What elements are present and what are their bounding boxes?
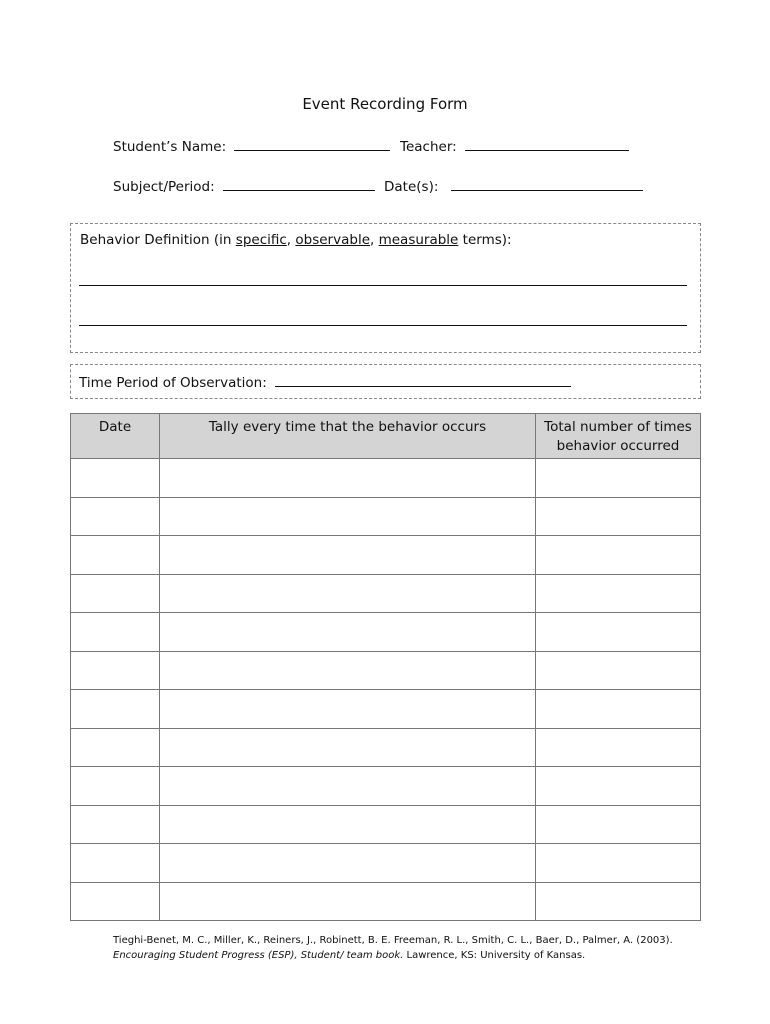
date-cell[interactable] [71,651,160,690]
subject-period-label: Subject/Period: [113,179,215,195]
total-cell[interactable] [536,728,701,767]
total-cell[interactable] [536,651,701,690]
dates-label: Date(s): [384,179,439,195]
behavior-definition-box [70,223,701,353]
behavior-definition-paren-open: (in [213,232,232,248]
table-row [71,882,701,921]
column-header-total: Total number of times behavior occurred [536,414,701,459]
tally-cell[interactable] [160,690,536,729]
table-row [71,497,701,536]
student-name-label: Student’s Name: [113,139,227,155]
definition-line-1[interactable] [79,285,687,286]
total-cell[interactable] [536,497,701,536]
column-header-date: Date [71,414,160,459]
tally-table [70,413,701,921]
date-cell[interactable] [71,844,160,883]
total-cell[interactable] [536,844,701,883]
dates-row [384,177,643,195]
date-cell[interactable] [71,882,160,921]
citation-publisher: Lawrence, KS: University of Kansas. [403,950,586,961]
teacher-field[interactable] [465,137,629,151]
time-period-label: Time Period of Observation: [79,375,267,391]
tally-cell[interactable] [160,844,536,883]
citation-book-title: Encouraging Student Progress (ESP), Student/ team book. [113,950,404,961]
tally-cell[interactable] [160,805,536,844]
table-row [71,651,701,690]
table-row [71,728,701,767]
table-row [71,844,701,883]
table-row [71,574,701,613]
tally-cell[interactable] [160,459,536,498]
tally-cell[interactable] [160,728,536,767]
subject-period-row [113,177,375,195]
date-cell[interactable] [71,690,160,729]
date-cell[interactable] [71,459,160,498]
date-cell[interactable] [71,767,160,806]
table-header-row [71,414,701,459]
form-title: Event Recording Form [302,95,468,113]
tally-cell[interactable] [160,651,536,690]
tally-cell[interactable] [160,574,536,613]
table-row [71,613,701,652]
total-cell[interactable] [536,613,701,652]
tally-cell[interactable] [160,767,536,806]
definition-line-2[interactable] [79,325,687,326]
date-cell[interactable] [71,497,160,536]
comma-1: , [286,232,292,248]
tally-cell[interactable] [160,613,536,652]
subject-period-field[interactable] [223,177,375,191]
total-cell[interactable] [536,805,701,844]
column-header-tally: Tally every time that the behavior occurs [160,414,536,459]
tally-cell[interactable] [160,882,536,921]
date-cell[interactable] [71,536,160,575]
behavior-definition-heading [80,232,512,248]
measurable-word: measurable [378,232,459,248]
comma-2: , [370,232,375,248]
observable-word: observable [295,232,370,248]
specific-word: specific [235,232,287,248]
date-cell[interactable] [71,728,160,767]
teacher-label: Teacher: [400,139,457,155]
student-name-field[interactable] [234,137,390,151]
table-row [71,805,701,844]
tally-cell[interactable] [160,536,536,575]
total-cell[interactable] [536,459,701,498]
dates-field[interactable] [451,177,643,191]
total-cell[interactable] [536,882,701,921]
citation-line-2 [113,948,673,963]
total-cell[interactable] [536,574,701,613]
behavior-definition-label: Behavior Definition [80,232,210,248]
date-cell[interactable] [71,613,160,652]
citation [113,933,673,963]
table-row [71,536,701,575]
date-cell[interactable] [71,574,160,613]
table-row [71,690,701,729]
total-cell[interactable] [536,767,701,806]
tally-cell[interactable] [160,497,536,536]
date-cell[interactable] [71,805,160,844]
student-name-row [113,137,390,155]
time-period-box [70,364,701,399]
table-row [71,767,701,806]
teacher-row [400,137,629,155]
total-cell[interactable] [536,536,701,575]
time-period-field[interactable] [275,373,571,387]
citation-line-1: Tieghi-Benet, M. C., Miller, K., Reiners, J., Robinett, B. E. Freeman, R. L., Smith, C. L., Baer, D., Palmer, A. (2003). [113,935,673,946]
time-period-row [79,373,571,391]
total-cell[interactable] [536,690,701,729]
behavior-definition-paren-close: terms): [462,232,512,248]
table-row [71,459,701,498]
